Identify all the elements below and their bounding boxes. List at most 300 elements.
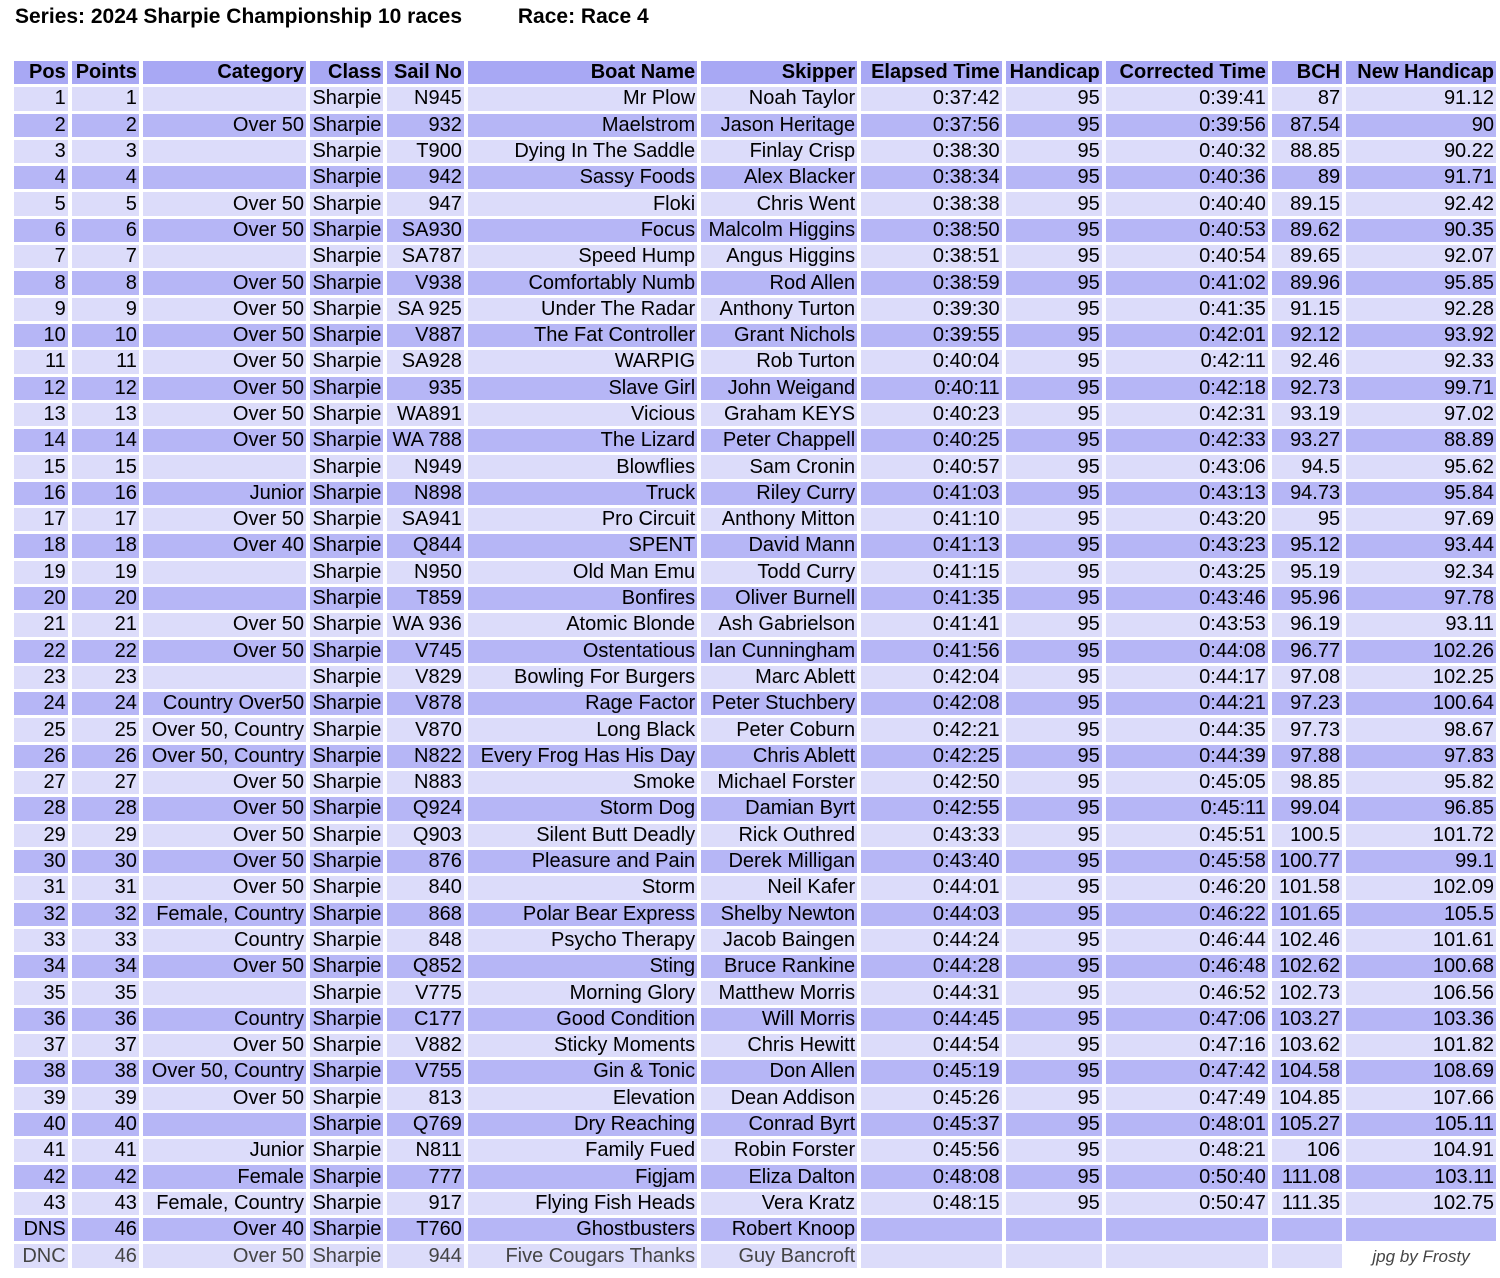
cell-corrected-time: 0:39:41 (1106, 87, 1268, 110)
cell-elapsed-time: 0:38:30 (861, 140, 1001, 163)
cell-category: Over 40 (143, 534, 306, 557)
table-row (14, 903, 1496, 926)
cell-boat-name: Dry Reaching (468, 1113, 697, 1136)
cell-new-handicap: 101.72 (1346, 824, 1496, 847)
cell-class: Sharpie (310, 561, 383, 584)
cell-class: Sharpie (310, 219, 383, 242)
cell-boat-name: Old Man Emu (468, 561, 697, 584)
cell-corrected-time: 0:47:42 (1106, 1060, 1268, 1083)
cell-new-handicap: 106.56 (1346, 981, 1496, 1004)
cell-pos: 12 (14, 377, 68, 400)
cell-bch: 99.04 (1272, 797, 1342, 820)
cell-boat-name: Rage Factor (468, 692, 697, 715)
cell-corrected-time: 0:41:02 (1106, 271, 1268, 294)
cell-elapsed-time: 0:48:08 (861, 1165, 1001, 1188)
table-row (14, 1113, 1496, 1136)
cell-points: 1 (72, 87, 139, 110)
cell-elapsed-time: 0:45:37 (861, 1113, 1001, 1136)
cell-skipper: Robin Forster (701, 1139, 857, 1162)
cell-skipper: Oliver Burnell (701, 587, 857, 610)
cell-category: Over 50 (143, 429, 306, 452)
cell-corrected-time: 0:42:31 (1106, 403, 1268, 426)
cell-class: Sharpie (310, 87, 383, 110)
cell-skipper: Malcolm Higgins (701, 219, 857, 242)
column-header-bch: BCH (1272, 61, 1342, 84)
table-row (14, 981, 1496, 1004)
cell-class: Sharpie (310, 824, 383, 847)
cell-pos: 19 (14, 561, 68, 584)
cell-handicap: 95 (1006, 1139, 1102, 1162)
cell-sail-no: V882 (387, 1034, 463, 1057)
cell-new-handicap: 95.84 (1346, 482, 1496, 505)
cell-corrected-time: 0:47:06 (1106, 1008, 1268, 1031)
cell-class: Sharpie (310, 1034, 383, 1057)
table-row (14, 824, 1496, 847)
cell-corrected-time: 0:42:11 (1106, 350, 1268, 373)
cell-skipper: Chris Went (701, 192, 857, 215)
cell-pos: 4 (14, 166, 68, 189)
cell-elapsed-time: 0:38:34 (861, 166, 1001, 189)
cell-new-handicap: 95.85 (1346, 271, 1496, 294)
cell-sail-no: N883 (387, 771, 463, 794)
cell-elapsed-time: 0:38:59 (861, 271, 1001, 294)
cell-boat-name: Under The Radar (468, 298, 697, 321)
cell-handicap: 95 (1006, 166, 1102, 189)
cell-points: 4 (72, 166, 139, 189)
cell-handicap: 95 (1006, 298, 1102, 321)
cell-skipper: Shelby Newton (701, 903, 857, 926)
cell-pos: 15 (14, 455, 68, 478)
cell-points: 43 (72, 1192, 139, 1215)
cell-points: 7 (72, 245, 139, 268)
cell-pos: 27 (14, 771, 68, 794)
column-header-elapsed-time: Elapsed Time (861, 61, 1001, 84)
cell-corrected-time: 0:44:35 (1106, 718, 1268, 741)
cell-category (143, 87, 306, 110)
cell-pos: 8 (14, 271, 68, 294)
cell-corrected-time: 0:40:32 (1106, 140, 1268, 163)
cell-sail-no: V878 (387, 692, 463, 715)
cell-bch: 95.96 (1272, 587, 1342, 610)
cell-handicap (1006, 1244, 1102, 1267)
cell-points: 21 (72, 613, 139, 636)
cell-category: Country Over50 (143, 692, 306, 715)
cell-handicap: 95 (1006, 429, 1102, 452)
cell-elapsed-time: 0:43:33 (861, 824, 1001, 847)
cell-sail-no: WA 936 (387, 613, 463, 636)
cell-pos: 6 (14, 219, 68, 242)
cell-boat-name: Floki (468, 192, 697, 215)
cell-bch: 94.73 (1272, 482, 1342, 505)
cell-corrected-time: 0:40:53 (1106, 219, 1268, 242)
cell-sail-no: V887 (387, 324, 463, 347)
cell-skipper: Chris Ablett (701, 745, 857, 768)
cell-skipper: Guy Bancroft (701, 1244, 857, 1267)
cell-category: Over 50 (143, 298, 306, 321)
cell-points: 35 (72, 981, 139, 1004)
cell-pos: 3 (14, 140, 68, 163)
table-row (14, 613, 1496, 636)
cell-points: 25 (72, 718, 139, 741)
table-row (14, 745, 1496, 768)
cell-skipper: Vera Kratz (701, 1192, 857, 1215)
table-row (14, 1060, 1496, 1083)
cell-elapsed-time: 0:44:45 (861, 1008, 1001, 1031)
cell-pos: DNS (14, 1218, 68, 1241)
table-row (14, 666, 1496, 689)
cell-skipper: Michael Forster (701, 771, 857, 794)
cell-bch: 95 (1272, 508, 1342, 531)
cell-new-handicap: 102.75 (1346, 1192, 1496, 1215)
cell-handicap: 95 (1006, 482, 1102, 505)
cell-skipper: Peter Stuchbery (701, 692, 857, 715)
cell-category: Over 50 (143, 640, 306, 663)
cell-new-handicap: 103.36 (1346, 1008, 1496, 1031)
cell-points: 37 (72, 1034, 139, 1057)
table-row (14, 166, 1496, 189)
cell-handicap: 95 (1006, 903, 1102, 926)
cell-elapsed-time: 0:42:21 (861, 718, 1001, 741)
cell-pos: 43 (14, 1192, 68, 1215)
cell-corrected-time: 0:46:52 (1106, 981, 1268, 1004)
table-row (14, 1139, 1496, 1162)
cell-category: Over 50, Country (143, 1060, 306, 1083)
cell-new-handicap: 90.35 (1346, 219, 1496, 242)
cell-points: 27 (72, 771, 139, 794)
cell-category: Over 50, Country (143, 718, 306, 741)
cell-bch: 102.62 (1272, 955, 1342, 978)
cell-boat-name: Slave Girl (468, 377, 697, 400)
cell-skipper: Todd Curry (701, 561, 857, 584)
cell-handicap: 95 (1006, 1034, 1102, 1057)
table-row (14, 1165, 1496, 1188)
cell-class: Sharpie (310, 140, 383, 163)
cell-bch: 101.65 (1272, 903, 1342, 926)
cell-class: Sharpie (310, 1060, 383, 1083)
table-row (14, 850, 1496, 873)
cell-corrected-time: 0:42:01 (1106, 324, 1268, 347)
cell-sail-no: N822 (387, 745, 463, 768)
cell-pos: 5 (14, 192, 68, 215)
cell-sail-no: V938 (387, 271, 463, 294)
cell-new-handicap: 102.26 (1346, 640, 1496, 663)
cell-pos: 31 (14, 876, 68, 899)
cell-new-handicap: 92.33 (1346, 350, 1496, 373)
cell-sail-no: T900 (387, 140, 463, 163)
cell-bch: 96.19 (1272, 613, 1342, 636)
table-row (14, 324, 1496, 347)
cell-corrected-time: 0:40:36 (1106, 166, 1268, 189)
cell-pos: 28 (14, 797, 68, 820)
cell-elapsed-time: 0:43:40 (861, 850, 1001, 873)
cell-points: 32 (72, 903, 139, 926)
cell-corrected-time: 0:43:13 (1106, 482, 1268, 505)
cell-elapsed-time: 0:48:15 (861, 1192, 1001, 1215)
cell-boat-name: The Lizard (468, 429, 697, 452)
cell-skipper: Angus Higgins (701, 245, 857, 268)
cell-category: Over 50 (143, 508, 306, 531)
cell-corrected-time: 0:46:48 (1106, 955, 1268, 978)
cell-boat-name: Every Frog Has His Day (468, 745, 697, 768)
cell-category (143, 140, 306, 163)
cell-class: Sharpie (310, 929, 383, 952)
cell-new-handicap: 92.42 (1346, 192, 1496, 215)
cell-elapsed-time: 0:40:04 (861, 350, 1001, 373)
cell-class: Sharpie (310, 1139, 383, 1162)
cell-class: Sharpie (310, 1218, 383, 1241)
cell-new-handicap: 97.83 (1346, 745, 1496, 768)
cell-category (143, 166, 306, 189)
cell-category (143, 981, 306, 1004)
cell-pos: 33 (14, 929, 68, 952)
cell-points: 23 (72, 666, 139, 689)
cell-handicap: 95 (1006, 718, 1102, 741)
cell-sail-no: T760 (387, 1218, 463, 1241)
cell-boat-name: The Fat Controller (468, 324, 697, 347)
cell-sail-no: 944 (387, 1244, 463, 1267)
cell-points: 42 (72, 1165, 139, 1188)
cell-pos: 29 (14, 824, 68, 847)
cell-class: Sharpie (310, 508, 383, 531)
cell-points: 14 (72, 429, 139, 452)
cell-elapsed-time: 0:41:41 (861, 613, 1001, 636)
cell-elapsed-time: 0:39:55 (861, 324, 1001, 347)
cell-elapsed-time: 0:44:03 (861, 903, 1001, 926)
cell-category: Country (143, 929, 306, 952)
cell-sail-no: SA930 (387, 219, 463, 242)
cell-bch: 103.62 (1272, 1034, 1342, 1057)
cell-handicap (1006, 1218, 1102, 1241)
cell-boat-name: Flying Fish Heads (468, 1192, 697, 1215)
cell-handicap: 95 (1006, 1008, 1102, 1031)
cell-handicap: 95 (1006, 771, 1102, 794)
cell-corrected-time: 0:50:47 (1106, 1192, 1268, 1215)
cell-sail-no: N811 (387, 1139, 463, 1162)
table-row (14, 1008, 1496, 1031)
cell-bch (1272, 1244, 1342, 1267)
cell-bch: 95.19 (1272, 561, 1342, 584)
cell-corrected-time: 0:43:23 (1106, 534, 1268, 557)
cell-bch: 111.35 (1272, 1192, 1342, 1215)
cell-category (143, 455, 306, 478)
cell-points: 41 (72, 1139, 139, 1162)
cell-boat-name: Sticky Moments (468, 1034, 697, 1057)
cell-corrected-time: 0:43:53 (1106, 613, 1268, 636)
cell-handicap: 95 (1006, 271, 1102, 294)
cell-class: Sharpie (310, 534, 383, 557)
cell-boat-name: Pleasure and Pain (468, 850, 697, 873)
cell-pos: 13 (14, 403, 68, 426)
cell-category: Junior (143, 482, 306, 505)
cell-points: 20 (72, 587, 139, 610)
cell-corrected-time: 0:40:54 (1106, 245, 1268, 268)
cell-bch: 104.58 (1272, 1060, 1342, 1083)
cell-pos: 9 (14, 298, 68, 321)
table-row (14, 455, 1496, 478)
cell-class: Sharpie (310, 587, 383, 610)
cell-handicap: 95 (1006, 876, 1102, 899)
cell-new-handicap: 101.61 (1346, 929, 1496, 952)
cell-category (143, 1113, 306, 1136)
cell-bch: 111.08 (1272, 1165, 1342, 1188)
cell-handicap: 95 (1006, 534, 1102, 557)
cell-elapsed-time: 0:38:50 (861, 219, 1001, 242)
cell-pos: 20 (14, 587, 68, 610)
cell-points: 12 (72, 377, 139, 400)
cell-elapsed-time: 0:44:01 (861, 876, 1001, 899)
table-row (14, 587, 1496, 610)
cell-handicap: 95 (1006, 324, 1102, 347)
cell-skipper: Neil Kafer (701, 876, 857, 899)
cell-handicap: 95 (1006, 640, 1102, 663)
cell-boat-name: Gin & Tonic (468, 1060, 697, 1083)
cell-boat-name: Pro Circuit (468, 508, 697, 531)
table-row (14, 876, 1496, 899)
cell-boat-name: Psycho Therapy (468, 929, 697, 952)
cell-category: Female (143, 1165, 306, 1188)
table-row (14, 271, 1496, 294)
cell-sail-no: Q844 (387, 534, 463, 557)
cell-pos: 42 (14, 1165, 68, 1188)
cell-category: Over 50 (143, 771, 306, 794)
cell-points: 5 (72, 192, 139, 215)
cell-elapsed-time: 0:37:56 (861, 114, 1001, 137)
cell-handicap: 95 (1006, 745, 1102, 768)
cell-new-handicap: 93.44 (1346, 534, 1496, 557)
cell-elapsed-time: 0:41:35 (861, 587, 1001, 610)
cell-handicap: 95 (1006, 140, 1102, 163)
column-header-skipper: Skipper (701, 61, 857, 84)
cell-pos: 36 (14, 1008, 68, 1031)
cell-class: Sharpie (310, 192, 383, 215)
cell-bch: 92.73 (1272, 377, 1342, 400)
cell-new-handicap: 100.68 (1346, 955, 1496, 978)
cell-handicap: 95 (1006, 350, 1102, 373)
cell-pos: 16 (14, 482, 68, 505)
header-row (14, 61, 1496, 84)
cell-new-handicap: 99.1 (1346, 850, 1496, 873)
cell-class: Sharpie (310, 850, 383, 873)
cell-corrected-time: 0:40:40 (1106, 192, 1268, 215)
cell-class: Sharpie (310, 114, 383, 137)
cell-boat-name: Storm (468, 876, 697, 899)
cell-elapsed-time: 0:45:19 (861, 1060, 1001, 1083)
cell-bch: 102.73 (1272, 981, 1342, 1004)
cell-new-handicap: 97.02 (1346, 403, 1496, 426)
table-row (14, 429, 1496, 452)
cell-points: 11 (72, 350, 139, 373)
cell-boat-name: Figjam (468, 1165, 697, 1188)
cell-skipper: Matthew Morris (701, 981, 857, 1004)
cell-class: Sharpie (310, 797, 383, 820)
cell-new-handicap: 97.78 (1346, 587, 1496, 610)
cell-skipper: Noah Taylor (701, 87, 857, 110)
cell-category: Over 50 (143, 350, 306, 373)
cell-points: 26 (72, 745, 139, 768)
cell-skipper: Jason Heritage (701, 114, 857, 137)
table-row (14, 718, 1496, 741)
cell-class: Sharpie (310, 981, 383, 1004)
cell-new-handicap: 92.07 (1346, 245, 1496, 268)
cell-bch: 94.5 (1272, 455, 1342, 478)
cell-elapsed-time: 0:38:38 (861, 192, 1001, 215)
cell-corrected-time (1106, 1218, 1268, 1241)
cell-pos: 1 (14, 87, 68, 110)
cell-pos: 22 (14, 640, 68, 663)
cell-class: Sharpie (310, 429, 383, 452)
cell-skipper: Robert Knoop (701, 1218, 857, 1241)
table-row (14, 1087, 1496, 1110)
cell-handicap: 95 (1006, 219, 1102, 242)
cell-sail-no: N949 (387, 455, 463, 478)
cell-points: 30 (72, 850, 139, 873)
cell-class: Sharpie (310, 666, 383, 689)
cell-class: Sharpie (310, 876, 383, 899)
cell-pos: 18 (14, 534, 68, 557)
cell-category: Over 40 (143, 1218, 306, 1241)
cell-points: 29 (72, 824, 139, 847)
table-row (14, 1034, 1496, 1057)
cell-handicap: 95 (1006, 1192, 1102, 1215)
table-row (14, 114, 1496, 137)
cell-elapsed-time: 0:44:24 (861, 929, 1001, 952)
cell-points: 36 (72, 1008, 139, 1031)
cell-corrected-time: 0:42:18 (1106, 377, 1268, 400)
table-row (14, 929, 1496, 952)
watermark: jpg by Frosty (1346, 1244, 1496, 1267)
cell-class: Sharpie (310, 692, 383, 715)
cell-boat-name: Vicious (468, 403, 697, 426)
table-row (14, 1192, 1496, 1215)
cell-elapsed-time: 0:45:56 (861, 1139, 1001, 1162)
table-row (14, 140, 1496, 163)
cell-category: Over 50 (143, 1034, 306, 1057)
cell-boat-name: Focus (468, 219, 697, 242)
cell-sail-no: 942 (387, 166, 463, 189)
table-row (14, 377, 1496, 400)
cell-points: 46 (72, 1244, 139, 1267)
cell-sail-no: Q769 (387, 1113, 463, 1136)
table-row (14, 692, 1496, 715)
cell-sail-no: SA928 (387, 350, 463, 373)
cell-elapsed-time: 0:40:25 (861, 429, 1001, 452)
cell-pos: 35 (14, 981, 68, 1004)
cell-bch: 100.5 (1272, 824, 1342, 847)
cell-category (143, 587, 306, 610)
column-header-handicap: Handicap (1006, 61, 1102, 84)
cell-class: Sharpie (310, 745, 383, 768)
table-row (14, 87, 1496, 110)
table-row (14, 640, 1496, 663)
cell-elapsed-time: 0:44:31 (861, 981, 1001, 1004)
cell-sail-no: 777 (387, 1165, 463, 1188)
cell-sail-no: SA 925 (387, 298, 463, 321)
cell-skipper: Anthony Turton (701, 298, 857, 321)
cell-bch: 100.77 (1272, 850, 1342, 873)
cell-corrected-time: 0:41:35 (1106, 298, 1268, 321)
cell-sail-no: 947 (387, 192, 463, 215)
cell-boat-name: Ostentatious (468, 640, 697, 663)
cell-corrected-time: 0:46:20 (1106, 876, 1268, 899)
cell-handicap: 95 (1006, 955, 1102, 978)
cell-category: Female, Country (143, 903, 306, 926)
table-row (14, 482, 1496, 505)
cell-corrected-time: 0:50:40 (1106, 1165, 1268, 1188)
cell-new-handicap: 107.66 (1346, 1087, 1496, 1110)
cell-points: 39 (72, 1087, 139, 1110)
cell-skipper: Will Morris (701, 1008, 857, 1031)
cell-class: Sharpie (310, 1165, 383, 1188)
